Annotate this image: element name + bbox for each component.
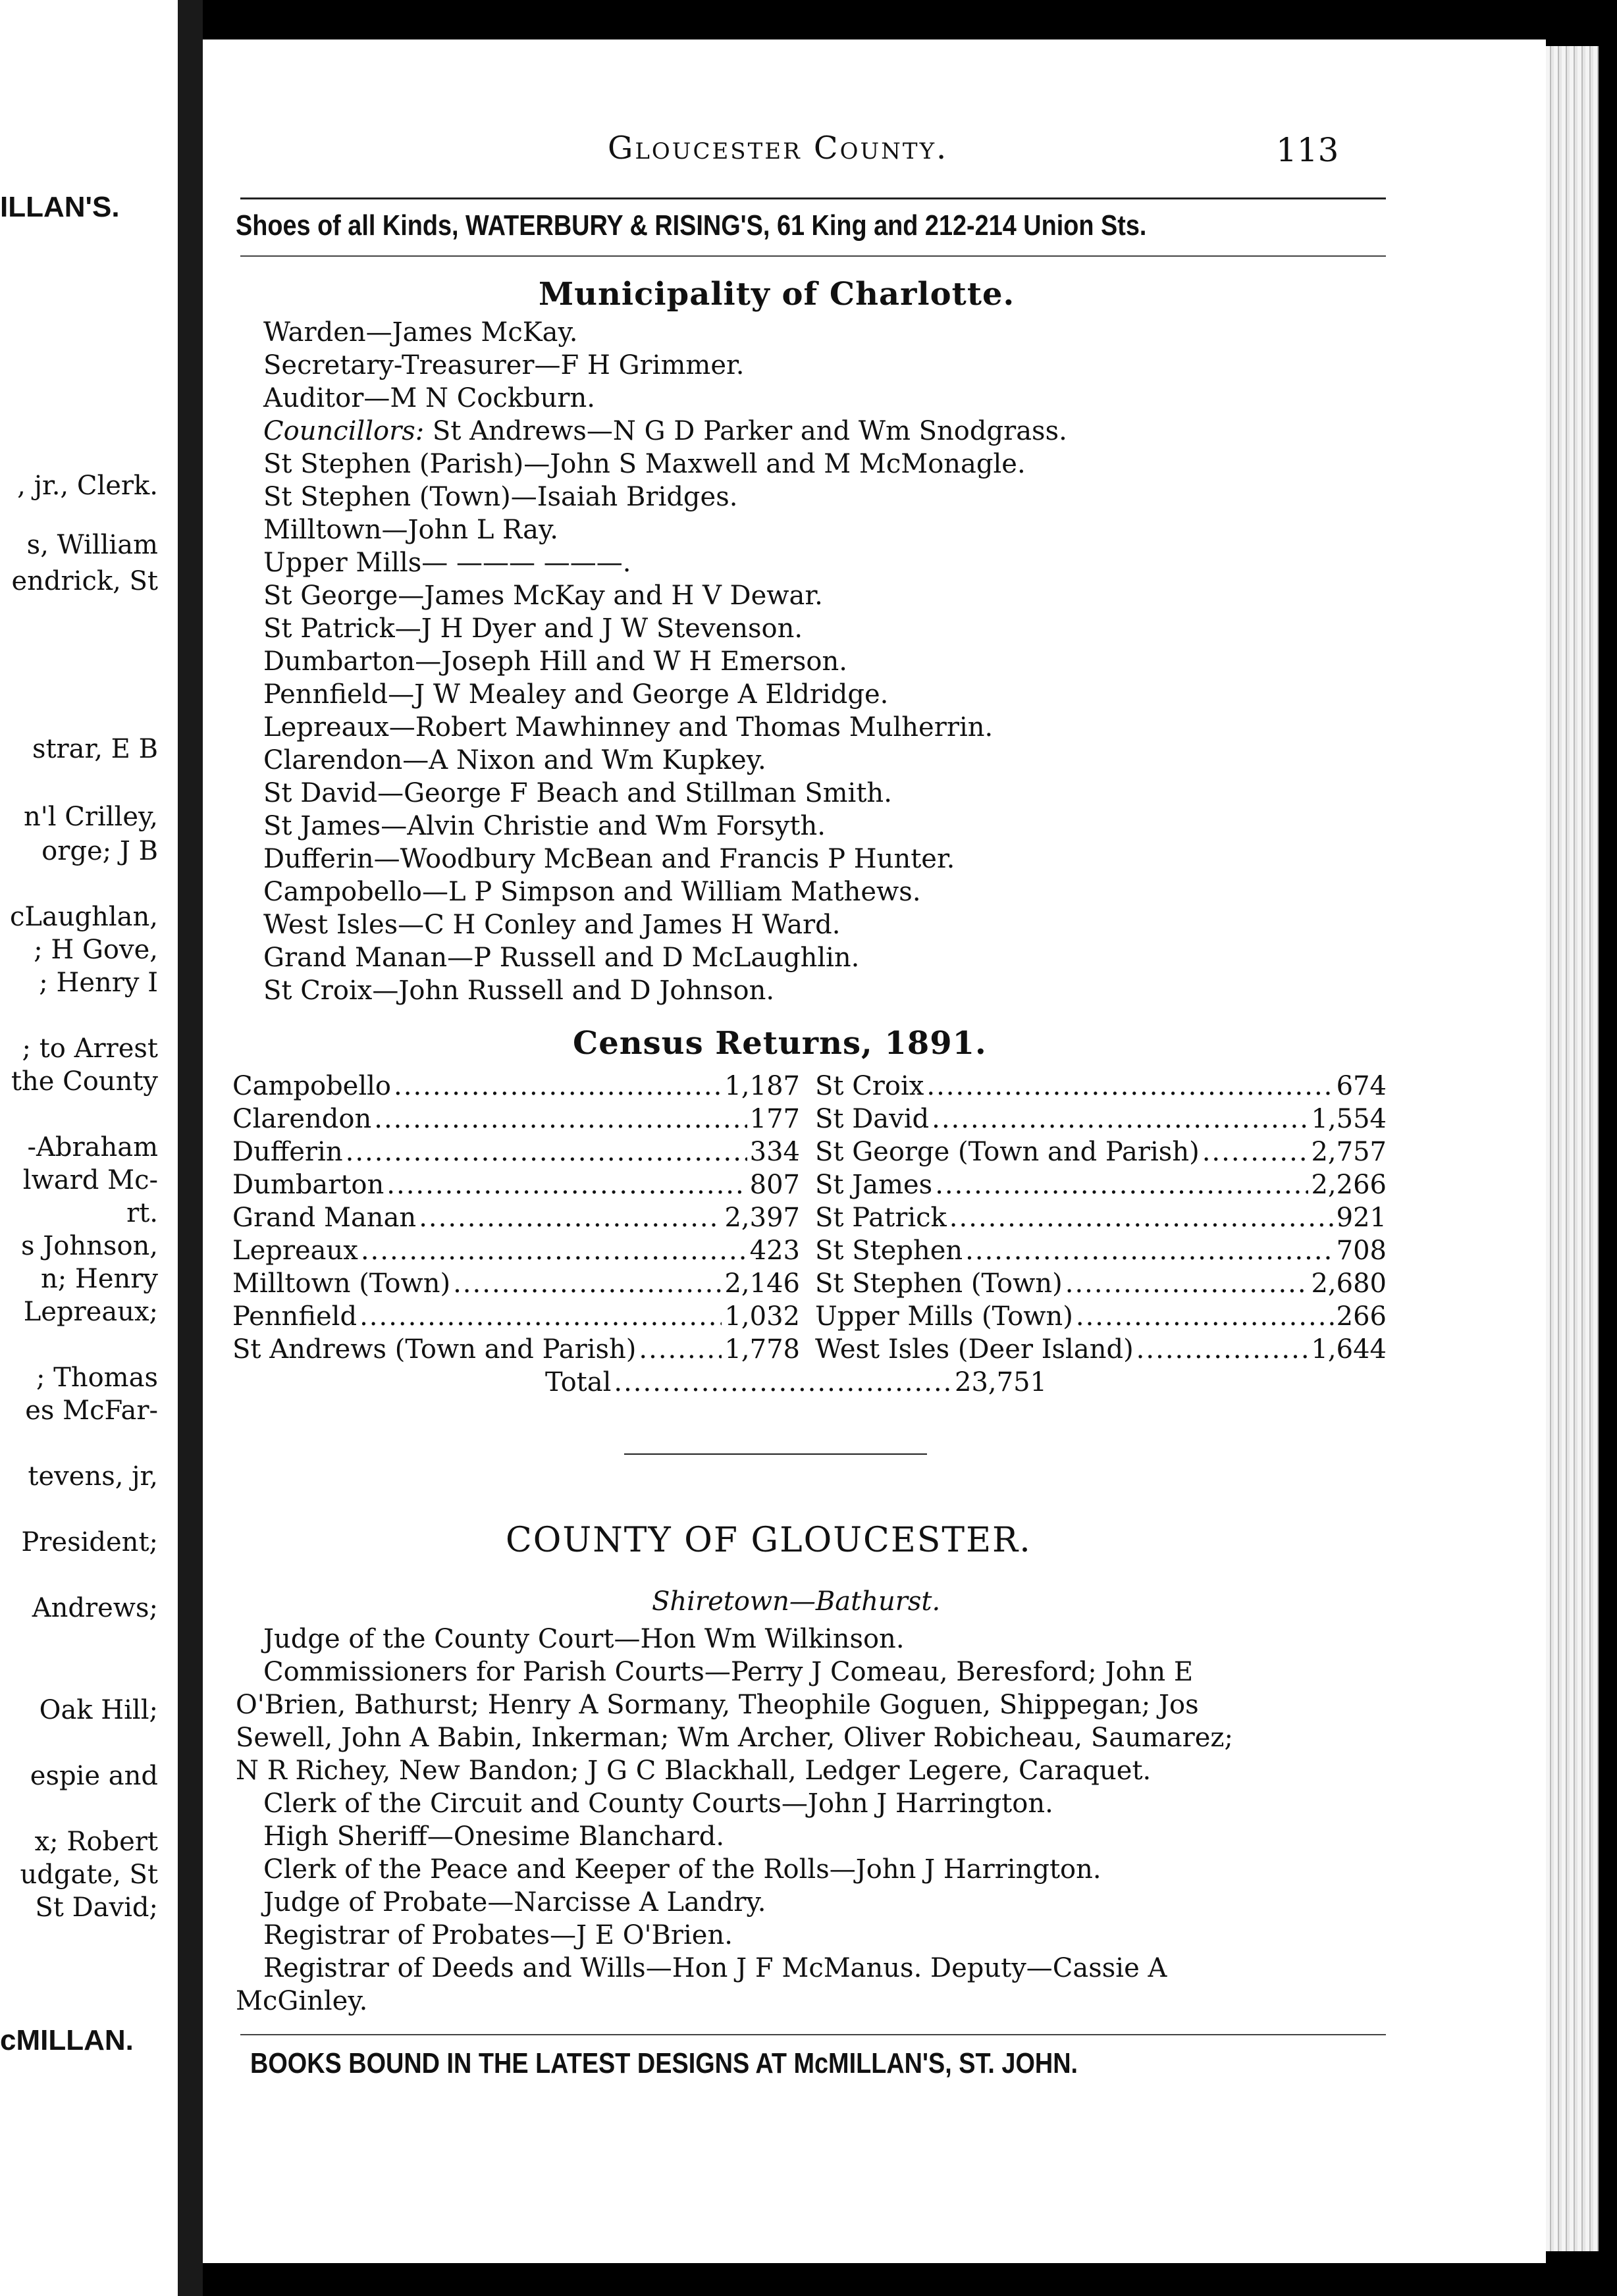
councillor-entry: Lepreaux—Robert Mawhinney and Thomas Mulherrin. [263, 712, 994, 743]
census-left-column [232, 1070, 800, 1366]
councillor-entry: St Andrews—N G D Parker and Wm Snodgrass. [432, 416, 1067, 446]
county-officer-line: Clerk of the Peace and Keeper of the Rolls—John J Harrington. [263, 1854, 1101, 1885]
councillor-entry: Dumbarton—Joseph Hill and W H Emerson. [263, 646, 847, 677]
previous-page-strip [0, 0, 178, 2296]
left-page-line: lward Mc- [22, 1165, 158, 1195]
councillor-entry: Upper Mills— ——— ———. [263, 548, 631, 578]
running-title: Gloucester County. [608, 130, 949, 167]
census-row: Milltown (Town) ..... 2,146 [232, 1267, 800, 1300]
left-page-line: tevens, jr, [28, 1461, 158, 1492]
census-row: St George (Town and Parish) ..... 2,757 [815, 1135, 1387, 1168]
left-page-line: n; Henry [41, 1264, 158, 1294]
shiretown-line: Shiretown—Bathurst. [652, 1586, 941, 1617]
left-page-line: n'l Crilley, [23, 802, 158, 832]
census-row: West Isles (Deer Island) ..... 1,644 [815, 1333, 1387, 1366]
bottom-advertisement: BOOKS BOUND IN THE LATEST DESIGNS AT McMILLAN'S, ST. JOHN. [250, 2047, 1078, 2079]
county-officer-line: Sewell, John A Babin, Inkerman; Wm Archer, Oliver Robicheau, Saumarez; [236, 1723, 1233, 1753]
left-page-line: ; H Gove, [34, 935, 158, 965]
county-officer-line: High Sheriff—Onesime Blanchard. [263, 1821, 725, 1852]
census-row: St Stephen ..... 708 [815, 1234, 1387, 1267]
census-row: Dufferin ..... 334 [232, 1135, 800, 1168]
left-page-line: Oak Hill; [39, 1695, 158, 1725]
total-label: Total [545, 1367, 612, 1397]
councillor-entry: St George—James McKay and H V Dewar. [263, 581, 823, 611]
councillor-entry: St Stephen (Parish)—John S Maxwell and M McMonagle. [263, 449, 1026, 479]
left-page-line: udgate, St [20, 1860, 158, 1890]
county-officer-line: Clerk of the Circuit and County Courts—John J Harrington. [263, 1788, 1053, 1819]
census-row: St Stephen (Town) ..... 2,680 [815, 1267, 1387, 1300]
section-heading: Municipality of Charlotte. [539, 276, 1015, 313]
councillor-entry: Dufferin—Woodbury McBean and Francis P Hunter. [263, 844, 955, 874]
left-page-line: espie and [30, 1761, 158, 1791]
county-officer-line: McGinley. [236, 1986, 368, 2016]
census-row: Pennfield ..... 1,032 [232, 1300, 800, 1333]
left-page-line: ILLAN'S. [0, 191, 120, 223]
councillor-entry: St Croix—John Russell and D Johnson. [263, 976, 775, 1006]
councillors-label: Councillors: [263, 416, 425, 446]
councillor-entry: Campobello—L P Simpson and William Mathews. [263, 877, 921, 907]
left-page-line: x; Robert [34, 1827, 158, 1857]
header-rule [240, 197, 1386, 199]
left-page-line: es McFar- [25, 1396, 158, 1426]
county-officer-line: O'Brien, Bathurst; Henry A Sormany, Theophile Goguen, Shippegan; Jos [236, 1690, 1199, 1720]
left-page-line: ; Henry I [39, 968, 158, 998]
county-officer-line: Registrar of Deeds and Wills—Hon J F McManus. Deputy—Cassie A [263, 1953, 1167, 1983]
census-right-column [815, 1070, 1387, 1366]
census-row: Dumbarton ..... 807 [232, 1168, 800, 1201]
councillor-entry: Clarendon—A Nixon and Wm Kupkey. [263, 745, 766, 775]
left-page-line: orge; J B [41, 836, 158, 866]
census-row: Lepreaux ..... 423 [232, 1234, 800, 1267]
ad-rule [240, 255, 1386, 257]
census-row: St David ..... 1,554 [815, 1103, 1387, 1135]
census-heading: Census Returns, 1891. [573, 1025, 987, 1062]
councillor-entry: Milltown—John L Ray. [263, 515, 559, 545]
census-row: St Andrews (Town and Parish) ..... 1,778 [232, 1333, 800, 1366]
left-page-line: ; to Arrest [22, 1033, 158, 1064]
census-row: Grand Manan ..... 2,397 [232, 1201, 800, 1234]
census-total [545, 1366, 1047, 1399]
left-page-line: President; [21, 1527, 158, 1557]
left-page-line: cMILLAN. [0, 2024, 134, 2056]
left-page-line: ; Thomas [36, 1363, 158, 1393]
left-page-line: Andrews; [32, 1593, 158, 1623]
census-row: St Croix ..... 674 [815, 1070, 1387, 1103]
left-page-line: cLaughlan, [9, 902, 158, 932]
census-row: St Patrick ..... 921 [815, 1201, 1387, 1234]
officer-line: Warden—James McKay. [263, 317, 578, 348]
census-row: St James ..... 2,266 [815, 1168, 1387, 1201]
census-row: Campobello ..... 1,187 [232, 1070, 800, 1103]
census-row: Clarendon ..... 177 [232, 1103, 800, 1135]
left-page-line: strar, E B [32, 734, 158, 764]
county-officer-line: Commissioners for Parish Courts—Perry J Comeau, Beresford; John E [263, 1657, 1194, 1687]
total-value: 23,751 [955, 1367, 1047, 1397]
councillor-entry: Grand Manan—P Russell and D McLaughlin. [263, 943, 860, 973]
councillor-entry: West Isles—C H Conley and James H Ward. [263, 910, 841, 940]
left-page-line: the County [11, 1066, 158, 1097]
left-page-line: , jr., Clerk. [17, 471, 158, 501]
census-row: Upper Mills (Town) ..... 266 [815, 1300, 1387, 1333]
section-divider [624, 1453, 927, 1455]
councillor-entry: St David—George F Beach and Stillman Smith. [263, 778, 892, 808]
councillor-entry: St Patrick—J H Dyer and J W Stevenson. [263, 613, 803, 644]
councillors-line [263, 415, 1067, 448]
left-page-line: rt. [126, 1198, 158, 1228]
left-page-line: -Abraham [27, 1132, 158, 1162]
officer-line: Secretary-Treasurer—F H Grimmer. [263, 350, 745, 380]
left-page-line: endrick, St [11, 566, 158, 596]
footer-rule [240, 2034, 1386, 2035]
county-heading: COUNTY OF GLOUCESTER. [506, 1521, 1032, 1560]
officer-line: Auditor—M N Cockburn. [263, 383, 596, 413]
county-officer-line: Judge of the County Court—Hon Wm Wilkinson. [263, 1624, 905, 1654]
councillor-entry: St Stephen (Town)—Isaiah Bridges. [263, 482, 738, 512]
left-page-line: St David; [35, 1892, 158, 1923]
left-page-line: s Johnson, [21, 1231, 158, 1261]
book-gutter [178, 0, 203, 2296]
county-officer-line: N R Richey, New Bandon; J G C Blackhall, Ledger Legere, Caraquet. [236, 1756, 1152, 1786]
left-page-line: s, William [26, 530, 158, 560]
councillor-entry: Pennfield—J W Mealey and George A Eldridge. [263, 679, 889, 710]
councillor-entry: St James—Alvin Christie and Wm Forsyth. [263, 811, 826, 841]
county-officer-line: Registrar of Probates—J E O'Brien. [263, 1920, 733, 1950]
left-page-line: Lepreaux; [23, 1297, 158, 1327]
page-number: 113 [1276, 131, 1339, 169]
document-page [203, 39, 1546, 2263]
page-edges [1546, 46, 1599, 2251]
county-officer-line: Judge of Probate—Narcisse A Landry. [263, 1887, 766, 1918]
top-advertisement: Shoes of all Kinds, WATERBURY & RISING'S, 61 King and 212-214 Union Sts. [236, 209, 1147, 242]
